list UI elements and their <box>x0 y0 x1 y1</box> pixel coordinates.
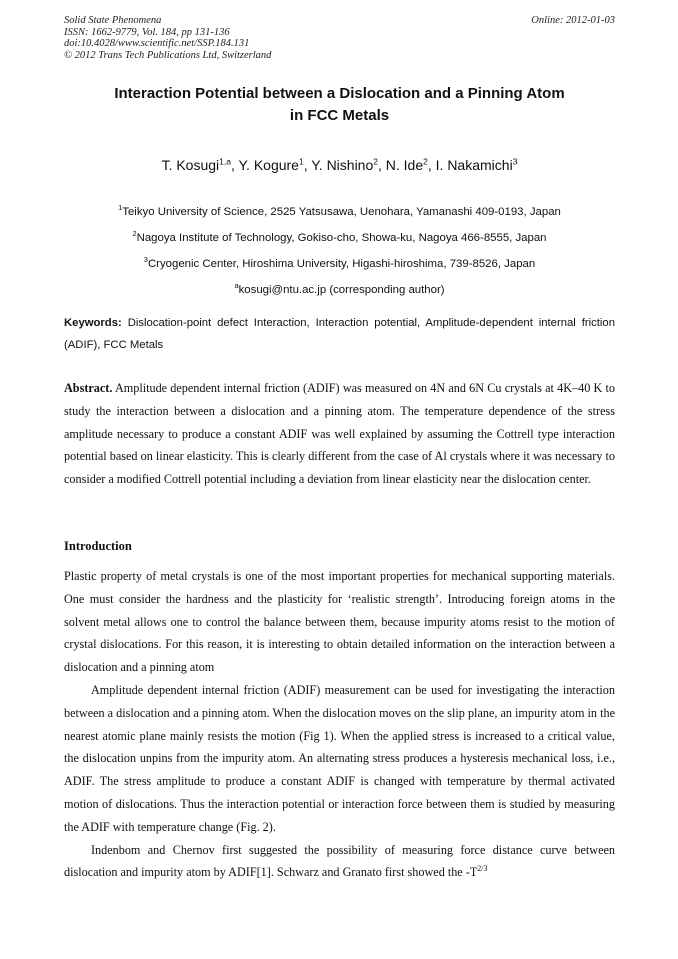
journal-issn: ISSN: 1662-9779, Vol. 184, pp 131-136 <box>64 26 230 38</box>
online-date: Online: 2012-01-03 <box>531 15 615 26</box>
author: N. Ide$^2$, <box>385 156 436 173</box>
keywords <box>64 312 615 356</box>
paper-title <box>64 83 615 127</box>
abstract-text: Amplitude dependent internal friction (ADIF) was measured on 4N and 6N Cu crystals at 4K–40 K to study the interaction between a dislocation and a pinning atom. The temperature dependence of the stress amplitude necessary to produce a constant ADIF was well explained by assuming the Cottrell type interaction potential based on linear elasticity. This is clearly different from the case of Al crystals where it was necessary to consider a modified Cottrell potential including a deviation from linear elasticity near the dislocation center. <box>64 381 615 487</box>
paragraph: Plastic property of metal crystals is one of the most important properties for mechanical supporting materials. One must consider the hardness and the plasticity for ‘realistic strength’. Introducing foreign atoms in the solvent metal allows one to control the balance between them, because impurity atoms resist to the motion of crystal dislocations. For this reason, it is interesting to obtain detailed information on the interaction between a dislocation and a pinning atom <box>64 569 615 675</box>
affiliation: $^3$Cryogenic Center, Hiroshima University, Higashi-hiroshima, 739-8526, Japan <box>143 255 536 270</box>
corresponding-email: $^a$kosugi@ntu.ac.jp (corresponding author) <box>234 281 445 296</box>
author: Y. Kogure$^1$, <box>238 156 312 173</box>
introduction-body <box>64 565 615 884</box>
journal-header <box>64 15 615 61</box>
title-line-1: Interaction Potential between a Dislocation and a Pinning Atom <box>114 85 565 102</box>
journal-copyright: © 2012 Trans Tech Publications Ltd, Switzerland <box>64 49 272 61</box>
journal-name: Solid State Phenomena <box>64 15 162 26</box>
author-list <box>64 151 615 175</box>
affiliation: $^2$Nagoya Institute of Technology, Gokiso-cho, Showa-ku, Nagoya 466-8555, Japan <box>132 229 547 244</box>
abstract-label: Abstract. <box>64 381 113 395</box>
author: Y. Nishino$^2$, <box>311 156 386 173</box>
title-line-2: in FCC Metals <box>289 107 390 124</box>
keywords-label: Keywords: <box>64 317 122 329</box>
journal-doi: doi:10.4028/www.scientific.net/SSP.184.131 <box>64 38 250 49</box>
author: T. Kosugi$^{1,a}$, <box>161 156 239 173</box>
section-heading-introduction: Introduction <box>64 539 132 553</box>
keywords-text: Dislocation-point defect Interaction, Interaction potential, Amplitude-dependent internal friction (ADIF), FCC Metals <box>64 317 615 351</box>
paragraph: Amplitude dependent internal friction (ADIF) measurement can be used for investigating the interaction between a dislocation and a pinning atom. When the dislocation moves on the slip plane, an impurity atom in the nearest atomic plane mainly resists the motion (Fig 1). When the applied stress is increased to a critical value, the dislocation unpins from the impurity atom. An alternating stress produces a hysteresis mechanical loss, i.e., ADIF. The stress amplitude to produce a constant ADIF is changed with temperature by thermal activated motion of dislocations. Thus the interaction potential or interaction force between them is studied by measuring the ADIF with temperature change (Fig. 2). <box>64 682 615 834</box>
author: I. Nakamichi$^3$ <box>435 156 518 173</box>
abstract <box>64 377 615 491</box>
affiliation: $^1$Teikyo University of Science, 2525 Yatsusawa, Uenohara, Yamanashi 409-0193, Japan <box>118 203 561 218</box>
affiliation-list <box>64 197 615 301</box>
paragraph: Indenbom and Chernov first suggested the possibility of measuring force distance curve between dislocation and impurity atom by ADIF[1]. Schwarz and Granato first showed the $-T^{2/3}$ <box>64 842 615 880</box>
